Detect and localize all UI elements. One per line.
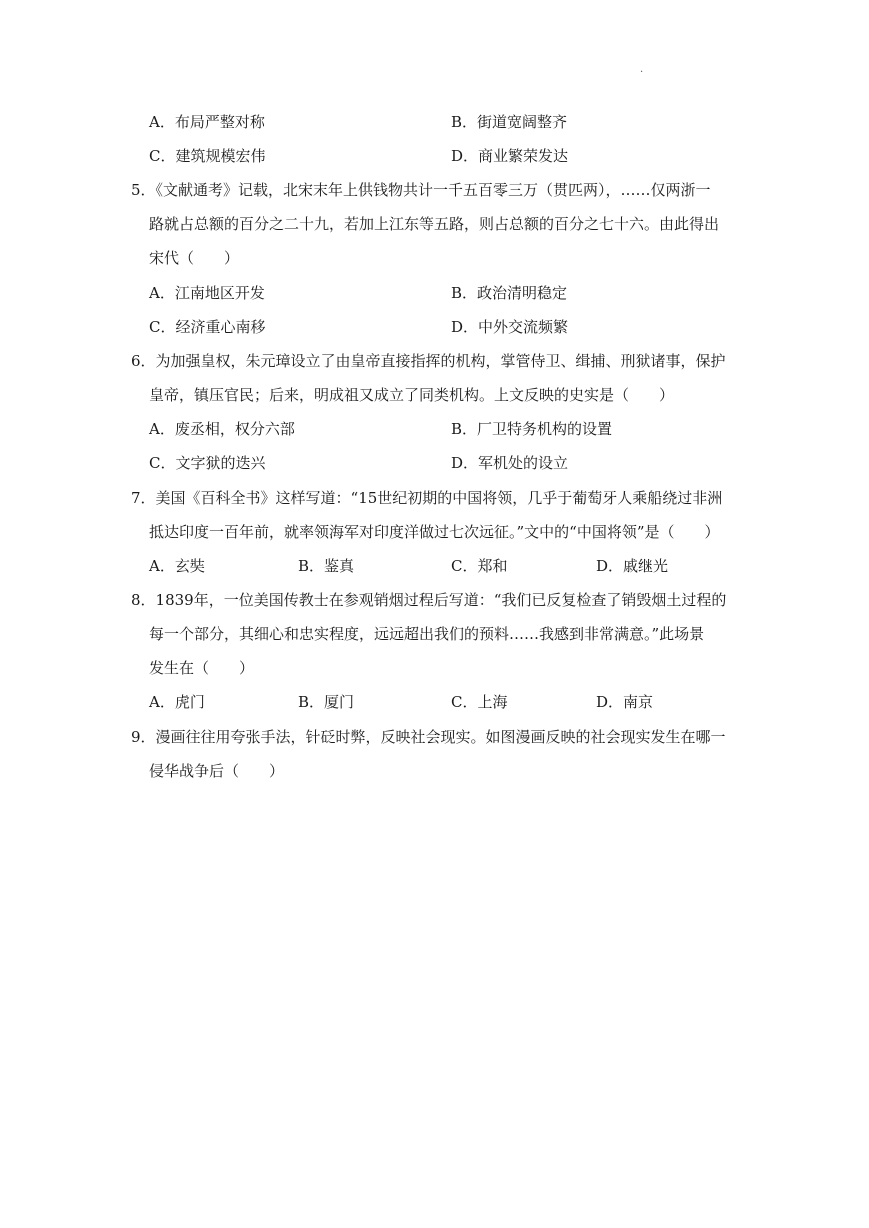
q5-option-b: B．政治清明稳定: [451, 284, 568, 302]
q9-stem-line-1: 9．漫画往往用夸张手法，针砭时弊，反映社会现实。如图漫画反映的社会现实发生在哪一: [131, 728, 726, 746]
q8-option-c: C．上海: [451, 693, 508, 711]
q5-stem-line-2: 路就占总额的百分之二十九，若加上江东等五路，则占总额的百分之七十六。由此得出: [149, 215, 720, 233]
q6-stem-line-1: 6．为加强皇权，朱元璋设立了由皇帝直接指挥的机构，掌管侍卫、缉捕、刑狱诸事，保护: [131, 352, 726, 370]
q5-option-d: D．中外交流频繁: [451, 318, 569, 336]
q8-stem-line-2: 每一个部分，其细心和忠实程度，远远超出我们的预料……我感到非常满意。”此场景: [149, 625, 705, 643]
q5-stem-line-3: 宋代（ ）: [149, 249, 240, 267]
q6-option-a: A．废丞相，权分六部: [149, 420, 295, 438]
q8-stem-line-3: 发生在（ ）: [149, 659, 255, 677]
q8-stem-line-1: 8．1839年，一位美国传教士在参观销烟过程后写道：“我们已反复检查了销毁烟土过程的: [131, 591, 727, 609]
q6-option-d: D．军机处的设立: [451, 454, 569, 472]
q5-option-a: A．江南地区开发: [149, 284, 265, 302]
q4-option-c: C．建筑规模宏伟: [149, 147, 266, 165]
header-mark: .: [640, 64, 644, 75]
q6-option-c: C．文字狱的迭兴: [149, 454, 266, 472]
q5-option-c: C．经济重心南移: [149, 318, 266, 336]
q7-stem-line-1: 7．美国《百科全书》这样写道：“15世纪初期的中国将领，几乎于葡萄牙人乘船绕过非洲: [131, 489, 723, 507]
q6-option-b: B．厂卫特务机构的设置: [451, 420, 613, 438]
q7-stem-line-2: 抵达印度一百年前，就率领海军对印度洋做过七次远征。”文中的“中国将领”是（ ）: [149, 523, 720, 541]
q7-option-d: D．戚继光: [596, 557, 669, 575]
q4-option-a: A．布局严整对称: [149, 113, 265, 131]
q7-option-c: C．郑和: [451, 557, 508, 575]
q7-option-b: B．鉴真: [298, 557, 355, 575]
q5-stem-line-1: 5．《文献通考》记载，北宋末年上供钱物共计一千五百零三万（贯匹两），……仅两浙一: [131, 181, 711, 199]
q4-option-d: D．商业繁荣发达: [451, 147, 569, 165]
q4-option-b: B．街道宽阔整齐: [451, 113, 568, 131]
q8-option-b: B．厦门: [298, 693, 355, 711]
q7-option-a: A．玄奘: [149, 557, 205, 575]
q6-stem-line-2: 皇帝，镇压官民；后来，明成祖又成立了同类机构。上文反映的史实是（ ）: [149, 386, 675, 404]
q9-stem-line-2: 侵华战争后（ ）: [149, 762, 285, 780]
q8-option-a: A．虎门: [149, 693, 205, 711]
q8-option-d: D．南京: [596, 693, 654, 711]
